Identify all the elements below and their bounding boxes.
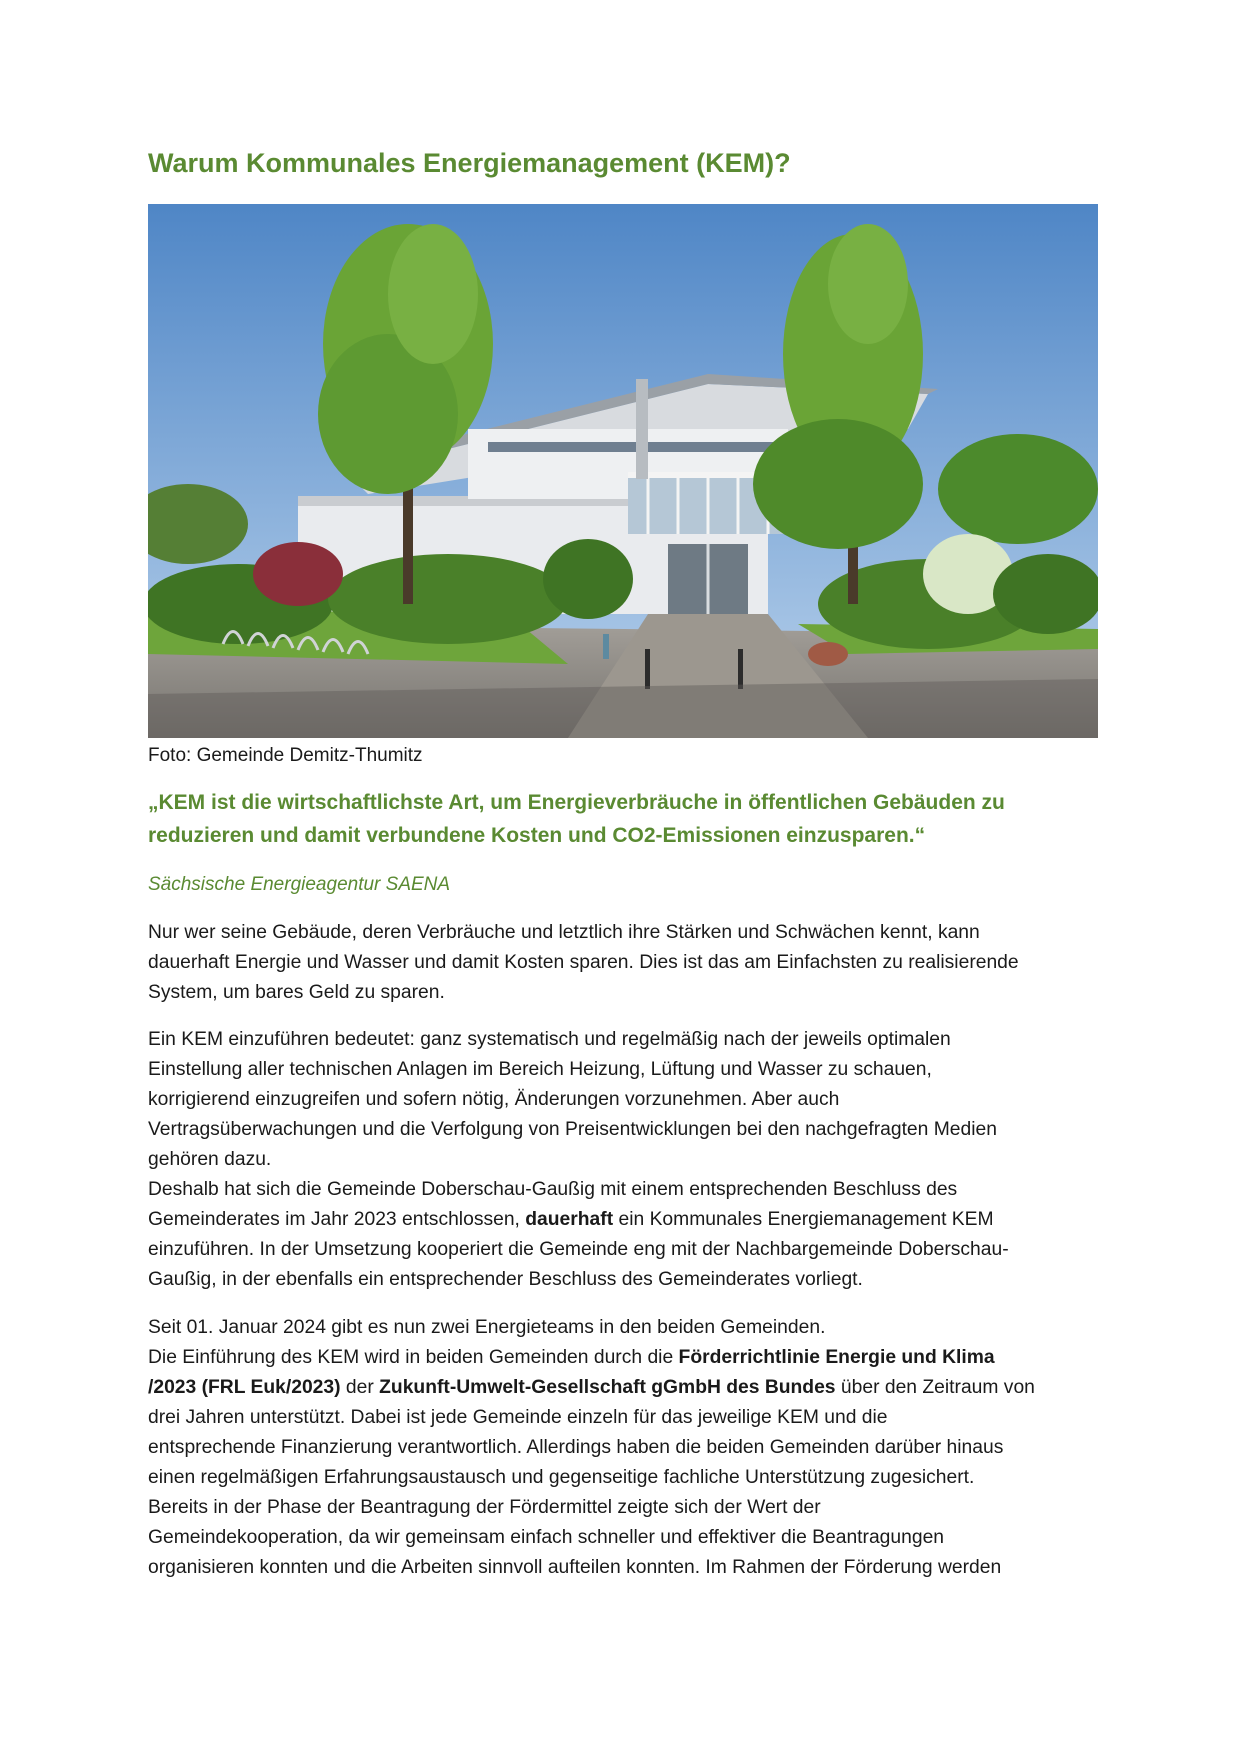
emphasis-foerderrichtlinie: Förderrichtlinie Energie und Klima (678, 1347, 995, 1368)
paragraph-3-line-3-post: über den Zeitraum von (835, 1377, 1035, 1398)
paragraph-2-line-7-pre: Gemeinderates im Jahr 2023 entschlossen, (148, 1209, 526, 1230)
paragraph-2-line-4: Vertragsüberwachungen und die Verfolgung von Preisentwicklungen bei den nachgefragten Medien (148, 1119, 997, 1140)
paragraph-3-line-7: Bereits in der Phase der Beantragung der Fördermittel zeigte sich der Wert der (148, 1497, 821, 1518)
paragraph-3-line-3 (148, 1373, 1103, 1403)
paragraph-3-line-4: drei Jahren unterstützt. Dabei ist jede Gemeinde einzeln für das jeweilige KEM und die (148, 1407, 888, 1428)
paragraph-3-line-2 (148, 1343, 1103, 1373)
paragraph-2-line-7-post: ein Kommunales Energiemanagement KEM (613, 1209, 994, 1230)
paragraph-2-line-1: Ein KEM einzuführen bedeutet: ganz systematisch und regelmäßig nach der jeweils optimalen (148, 1029, 951, 1050)
page-title: Warum Kommunales Energiemanagement (KEM)? (148, 148, 791, 178)
paragraph-3-line-2-pre: Die Einführung des KEM wird in beiden Gemeinden durch die (148, 1347, 679, 1368)
paragraph-2-line-7 (148, 1205, 1103, 1235)
quote-line-2: reduzieren und damit verbundene Kosten und CO2-Emissionen einzusparen.“ (148, 824, 926, 847)
paragraph-1-line-2: dauerhaft Energie und Wasser und damit Kosten sparen. Dies ist das am Einfachsten zu realisierende (148, 952, 1019, 973)
paragraph-2-line-5: gehören dazu. (148, 1149, 272, 1170)
paragraph-2-line-3: korrigierend einzugreifen und sofern nötig, Änderungen vorzunehmen. Aber auch (148, 1089, 840, 1110)
paragraph-3-line-9: organisieren konnten und die Arbeiten sinnvoll aufteilen konnten. Im Rahmen der Förderung werden (148, 1557, 1002, 1578)
paragraph-3-line-5: entsprechende Finanzierung verantwortlich. Allerdings haben die beiden Gemeinden darüber hinaus (148, 1437, 1004, 1458)
emphasis-zug: Zukunft-Umwelt-Gesellschaft gGmbH des Bundes (379, 1377, 836, 1398)
paragraph-2-line-6: Deshalb hat sich die Gemeinde Doberschau-Gaußig mit einem entsprechenden Beschluss des (148, 1179, 958, 1200)
paragraph-2 (148, 1025, 1103, 1295)
paragraph-1-line-1: Nur wer seine Gebäude, deren Verbräuche und letztlich ihre Stärken und Schwächen kennt, kann (148, 922, 980, 943)
emphasis-dauerhaft: dauerhaft (525, 1209, 614, 1230)
paragraph-2-line-8: einzuführen. In der Umsetzung kooperiert die Gemeinde eng mit der Nachbargemeinde Doberschau- (148, 1239, 1009, 1260)
paragraph-1 (148, 918, 1103, 1008)
photo-caption: Foto: Gemeinde Demitz-Thumitz (148, 745, 423, 766)
building-photo (148, 204, 1098, 738)
paragraph-3-line-8: Gemeindekooperation, da wir gemeinsam einfach schneller und effektiver die Beantragungen (148, 1527, 945, 1548)
paragraph-2-line-2: Einstellung aller technischen Anlagen im Bereich Heizung, Lüftung und Wasser zu schauen, (148, 1059, 932, 1080)
paragraph-3-line-3-mid: der (340, 1377, 380, 1398)
quote-line-1: „KEM ist die wirtschaftlichste Art, um Energieverbräuche in öffentlichen Gebäuden zu (148, 791, 1005, 814)
paragraph-3-line-6: einen regelmäßigen Erfahrungsaustausch und gegenseitige fachliche Unterstützung zugesichert. (148, 1467, 975, 1488)
emphasis-frl-euk: /2023 (FRL Euk/2023) (148, 1377, 341, 1398)
quote-source: Sächsische Energieagentur SAENA (148, 874, 451, 895)
paragraph-3 (148, 1313, 1103, 1583)
quote (148, 786, 1098, 852)
paragraph-3-line-1: Seit 01. Januar 2024 gibt es nun zwei Energieteams in den beiden Gemeinden. (148, 1317, 826, 1338)
paragraph-1-line-3: System, um bares Geld zu sparen. (148, 982, 445, 1003)
paragraph-2-line-9: Gaußig, in der ebenfalls ein entsprechender Beschluss des Gemeinderates vorliegt. (148, 1269, 863, 1290)
